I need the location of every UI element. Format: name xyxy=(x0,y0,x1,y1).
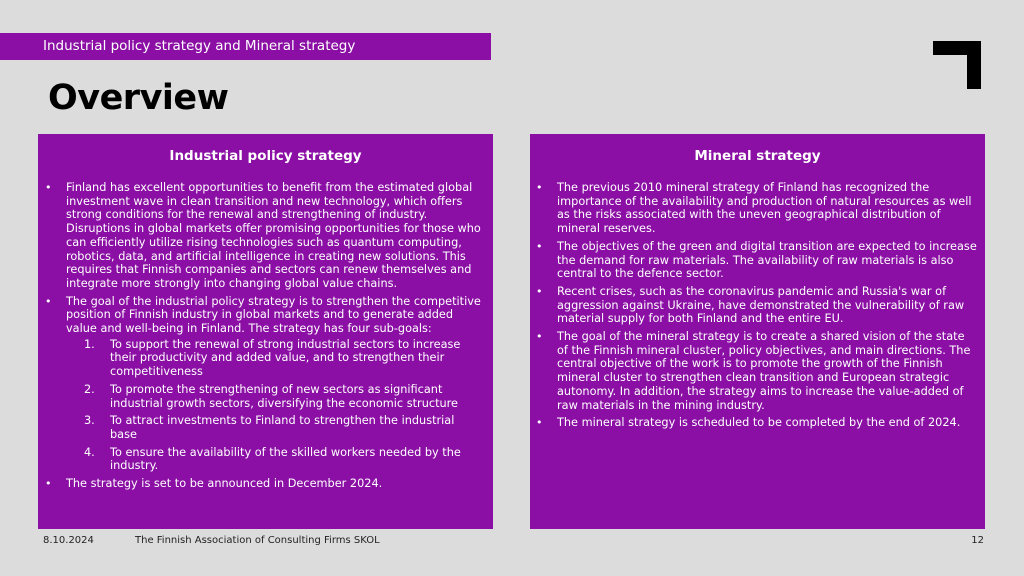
list-item: • The objectives of the green and digital transition are expected to increase the demand for raw materials. The availability of raw materials is also central to the defence sector. xyxy=(536,239,977,281)
subgoal-item: 4. To ensure the availability of the skilled workers needed by the industry. xyxy=(84,445,461,473)
industrial-policy-panel xyxy=(38,134,493,529)
bullet-icon: • xyxy=(45,477,52,491)
bullet-icon: • xyxy=(536,239,543,253)
section-title: Industrial policy strategy and Mineral strategy xyxy=(43,38,356,54)
list-item: • The strategy is set to be announced in December 2024. xyxy=(45,477,383,491)
subgoal-item: 2. To promote the strengthening of new sectors as significant industrial growth sectors, diversifying the economic structure xyxy=(84,382,459,410)
bullet-icon: • xyxy=(536,181,543,194)
footer-date: 8.10.2024 xyxy=(43,535,94,546)
list-item: • The goal of the mineral strategy is to create a shared vision of the state of the Finnish mineral cluster, policy objectives, and main directions. The central objective of the work is to promote the growth of the Finnish mineral cluster to strengthen clean transition and European strategic autonomy. In addition, the strategy aims to increase the value-added of raw materials in the mining industry. xyxy=(536,330,971,412)
footer-organization: The Finnish Association of Consulting Firms SKOL xyxy=(135,535,380,546)
panel-title-industrial: Industrial policy strategy xyxy=(169,148,362,164)
page-number: 12 xyxy=(971,535,984,546)
list-item: • The previous 2010 mineral strategy of Finland has recognized the importance of the availability and production of natural resources as well as the risks associated with the uneven geographical distribution of mineral reserves. xyxy=(536,181,972,236)
list-item: • Recent crises, such as the coronavirus pandemic and Russia's war of aggression against Ukraine, have demonstrated the vulnerability of raw material supply for both Finland and the entire EU. xyxy=(536,284,965,326)
subgoal-item: 3. To attract investments to Finland to strengthen the industrial base xyxy=(84,414,455,441)
industrial-bullet-list xyxy=(38,181,493,491)
subgoal-list xyxy=(66,338,483,473)
bullet-icon: • xyxy=(536,416,543,430)
corner-logo-icon xyxy=(933,41,981,89)
mineral-strategy-panel xyxy=(530,134,985,529)
bullet-icon: • xyxy=(45,294,52,308)
bullet-icon: • xyxy=(536,284,543,298)
section-header-bar xyxy=(0,33,491,60)
subgoal-item: 1. To support the renewal of strong industrial sectors to increase their productivity and added value, and to strengthen their competitiveness xyxy=(84,337,461,379)
page-title: Overview xyxy=(48,78,229,118)
mineral-bullet-list xyxy=(530,181,985,430)
list-item: • The mineral strategy is scheduled to be completed by the end of 2024. xyxy=(536,416,961,430)
bullet-icon: • xyxy=(536,330,543,344)
list-item: • Finland has excellent opportunities to benefit from the estimated global investment wave in clean transition and new technology, which offers strong conditions for the renewal and strengthening of industry. Disruptions in global markets offer promising opportunities for those who can efficiently utilize rising technologies such as quantum computing, robotics, data, and artificial intelligence in creating new solutions. This requires that Finnish companies and sectors can renew themselves and integrate more strongly into changing global value chains. xyxy=(45,181,481,290)
bullet-icon: • xyxy=(45,181,52,194)
panel-title-mineral: Mineral strategy xyxy=(694,148,821,164)
list-item: • The goal of the industrial policy strategy is to strengthen the competitive position of Finnish industry in global markets and to generate added value and well-being in Finland. The strategy has four sub-goals: 1. To support the renewal of strong industrial sectors to increase their productivity and added value, and to strengthen their competitiveness 2. To promote the strengthening of new sectors as significant industrial growth sectors, diversifying the economic structure 3. To attract investments to Finland to strengthen the industrial base 4. To ensure the availability of the skilled workers needed by the industry. xyxy=(66,295,483,473)
